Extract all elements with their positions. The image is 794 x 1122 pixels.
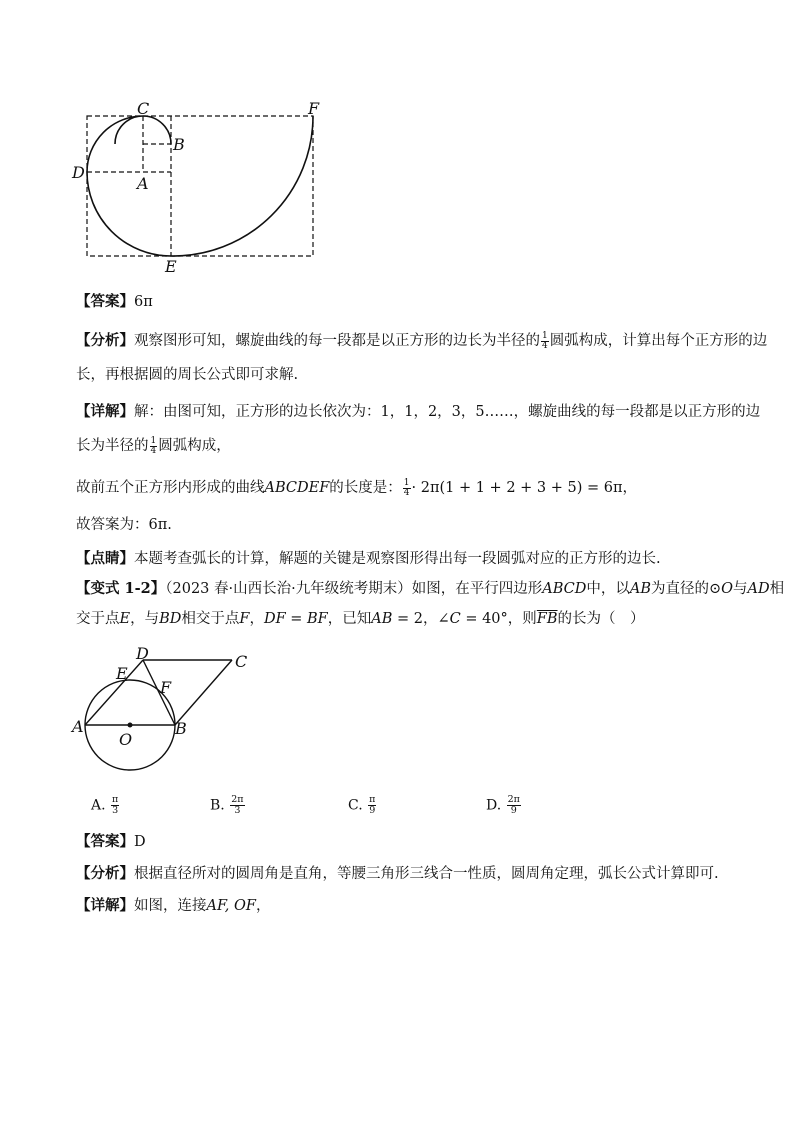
parallelogram-ABCD — [85, 660, 232, 725]
curve-name: ABCDEF — [264, 480, 330, 496]
label-E: E — [116, 664, 128, 683]
detail-text: 的长度是： — [329, 480, 402, 496]
variant-line1: 【变式 1-2】（2023 春·山西长治·九年级统考期末）如图，在平行四边形ABCD中，以AB为直径的⊙O与AD相 — [76, 580, 785, 597]
detail-2: 【详解】如图，连接AF, OF， — [76, 897, 271, 914]
detail-text: 故答案为：6π. — [76, 517, 172, 533]
formula: · 2π(1 + 1 + 2 + 3 + 5) = 6π， — [411, 480, 638, 496]
detail-tag: 【详解】 — [76, 897, 134, 914]
detail-1-line4 — [76, 515, 172, 535]
label-B: B — [175, 719, 187, 738]
option-d[interactable]: D. $\frac{2\pi}{9}$ — [486, 794, 520, 816]
analysis-tag: 【分析】 — [76, 865, 134, 882]
answer-tag: 【答案】 — [76, 833, 134, 850]
option-a[interactable]: A. $\frac{\pi}{3}$ — [91, 794, 119, 816]
detail-1-line2 — [76, 436, 231, 456]
detail-text: 长为半径的 — [76, 438, 149, 454]
square-grid — [87, 116, 313, 256]
detail-text: 故前五个正方形内形成的曲线 — [76, 480, 265, 496]
answer-1 — [76, 292, 153, 312]
detail-tag: 【详解】 — [76, 403, 134, 420]
variant-line2: 交于点E，与BD相交于点F，DF = BF，已知AB = 2，∠C = 40°，则$\overline{FB}$的长为（ ） — [76, 611, 645, 627]
comment-1 — [76, 549, 661, 569]
analysis-text: 根据直径所对的圆周角是直角，等腰三角形三线合一性质，圆周角定理，弧长公式计算即可. — [134, 866, 719, 882]
answer-tag: 【答案】 — [76, 293, 134, 310]
comment-tag: 【点睛】 — [76, 550, 134, 567]
label-C: C — [235, 652, 248, 671]
detail-text: 解：由图可知，正方形的边长依次为：1，1，2，3，5……，螺旋曲线的每一段都是以正方形的边 — [134, 404, 761, 420]
label-F: F — [160, 678, 172, 697]
comment-text: 本题考查弧长的计算，解题的关键是观察图形得出每一段圆弧对应的正方形的边长. — [134, 551, 661, 567]
analysis-text: 圆弧构成，计算出每个正方形的边 — [549, 333, 768, 349]
analysis-1-line2 — [76, 365, 298, 385]
label-F: F — [308, 99, 320, 118]
label-E: E — [165, 257, 177, 276]
analysis-2 — [76, 864, 719, 884]
center-point-O — [128, 723, 133, 728]
label-A: A — [137, 174, 149, 193]
label-A: A — [72, 717, 84, 736]
variant-tag: 【变式 1-2】 — [76, 580, 166, 597]
analysis-text: 观察图形可知，螺旋曲线的每一段都是以正方形的边长为半径的 — [134, 333, 540, 349]
option-c[interactable]: C. $\frac{\pi}{9}$ — [348, 794, 376, 816]
analysis-text: 长，再根据圆的周长公式即可求解. — [76, 367, 299, 383]
detail-text: 圆弧构成， — [158, 438, 231, 454]
fraction: $\frac{1}{4}$ — [150, 435, 157, 456]
fraction: $\frac{1}{4}$ — [403, 477, 410, 498]
label-D: D — [72, 163, 85, 182]
answer-value: D — [134, 834, 146, 850]
fraction: $\frac{1}{4}$ — [542, 330, 548, 351]
answer-value: 6π — [134, 294, 153, 310]
spiral-figure — [70, 98, 330, 278]
spiral-curve — [87, 116, 313, 256]
circle-parallelogram-figure — [68, 642, 258, 777]
analysis-1-line1 — [76, 331, 767, 351]
label-C: C — [137, 99, 150, 118]
label-B: B — [173, 135, 185, 154]
detail-1-line1 — [76, 402, 760, 422]
label-D: D — [136, 644, 149, 663]
label-O: O — [119, 730, 133, 749]
detail-1-line3 — [76, 478, 637, 498]
answer-2 — [76, 832, 146, 852]
analysis-tag: 【分析】 — [76, 332, 134, 349]
option-b[interactable]: B. $\frac{2\pi}{3}$ — [210, 794, 244, 816]
